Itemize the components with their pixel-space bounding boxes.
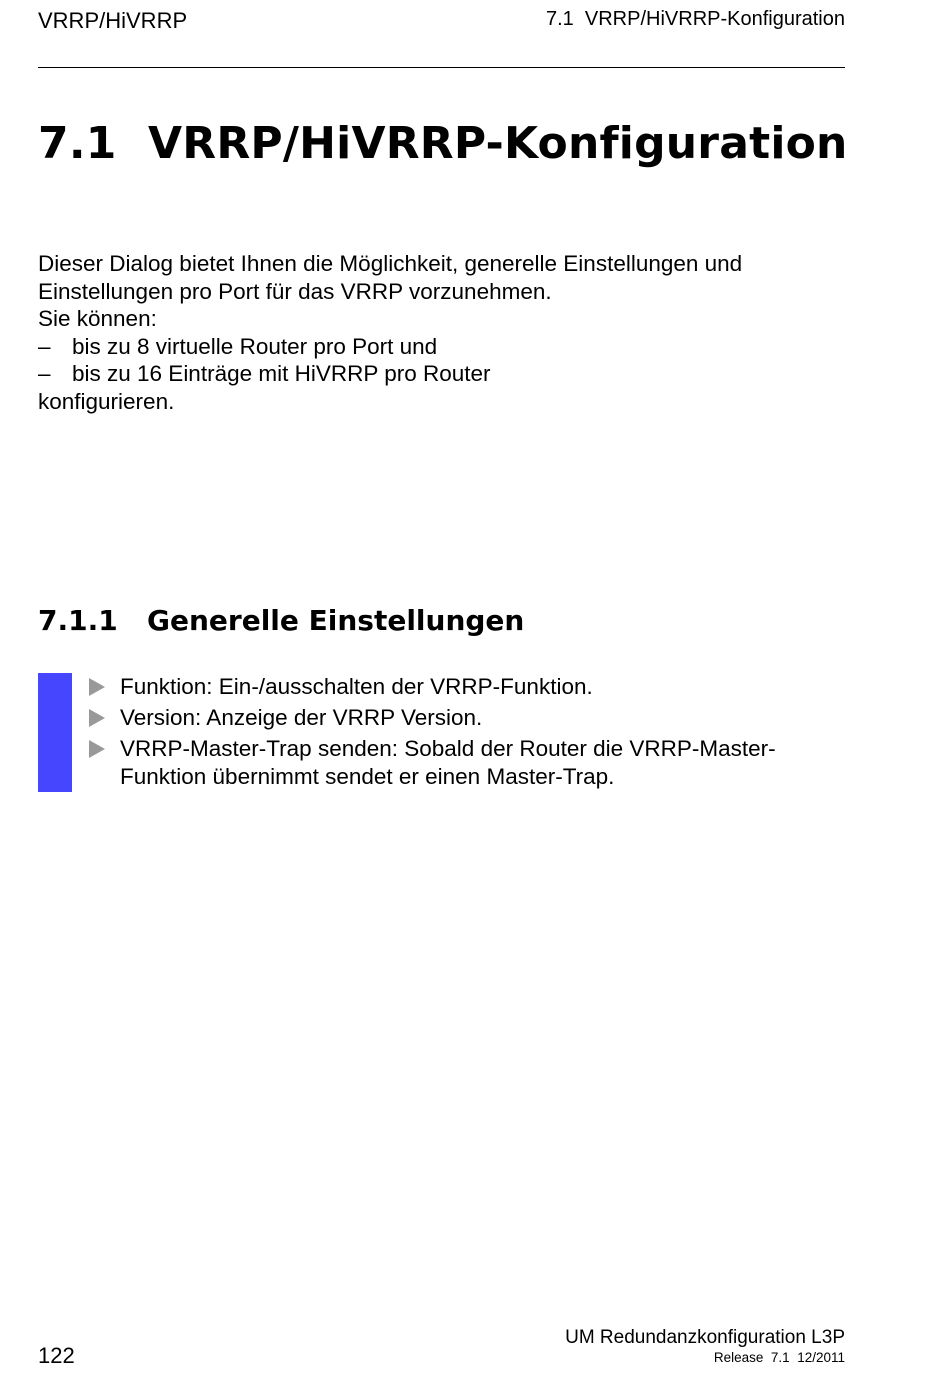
bullet-list bbox=[88, 673, 848, 794]
dash-list-item bbox=[38, 360, 838, 388]
bullet-text: Funktion: Ein-/ausschalten der VRRP-Funktion. bbox=[120, 674, 593, 699]
triangle-bullet-icon bbox=[88, 735, 120, 791]
footer-document-title: UM Redundanzkonfiguration L3P bbox=[565, 1327, 845, 1348]
bullet-item bbox=[88, 673, 848, 701]
triangle-bullet-icon bbox=[88, 704, 120, 732]
intro-lead: Sie können: bbox=[38, 306, 157, 331]
footer-release-info: Release 7.1 12/2011 bbox=[713, 1350, 845, 1365]
section-title-text: VRRP/HiVRRP-Konfiguration bbox=[148, 118, 848, 169]
dash-marker: – bbox=[38, 361, 51, 386]
bullet-item bbox=[88, 735, 848, 791]
dash-list-text: bis zu 16 Einträge mit HiVRRP pro Router bbox=[72, 361, 491, 386]
running-header-section: 7.1 VRRP/HiVRRP-Konfiguration bbox=[545, 8, 845, 30]
triangle-bullet-icon bbox=[88, 673, 120, 701]
procedure-marker-bar bbox=[38, 673, 72, 792]
subsection-title-text: Generelle Einstellungen bbox=[147, 604, 525, 637]
subsection-heading bbox=[38, 604, 524, 637]
header-divider bbox=[38, 67, 845, 68]
intro-text bbox=[38, 250, 838, 415]
subsection-number: 7.1.1 bbox=[38, 604, 118, 637]
page-number: 122 bbox=[38, 1343, 75, 1368]
bullet-item bbox=[88, 704, 848, 732]
dash-list-item bbox=[38, 333, 838, 361]
running-header-chapter: VRRP/HiVRRP bbox=[38, 8, 188, 33]
bullet-text: Version: Anzeige der VRRP Version. bbox=[120, 705, 483, 730]
dash-marker: – bbox=[38, 333, 51, 359]
section-heading bbox=[38, 118, 848, 169]
bullet-text: VRRP-Master-Trap senden: Sobald der Router die VRRP-Master-Funktion übernimmt sendet er einen Master-Trap. bbox=[120, 736, 776, 789]
intro-closing: konfigurieren. bbox=[38, 388, 175, 414]
dash-list-text: bis zu 8 virtuelle Router pro Port und bbox=[72, 333, 438, 359]
section-number: 7.1 bbox=[38, 118, 117, 169]
intro-paragraph: Dieser Dialog bietet Ihnen die Möglichkeit, generelle Einstellungen und Einstellungen pro Port für das VRRP vorzunehmen. bbox=[38, 251, 743, 304]
